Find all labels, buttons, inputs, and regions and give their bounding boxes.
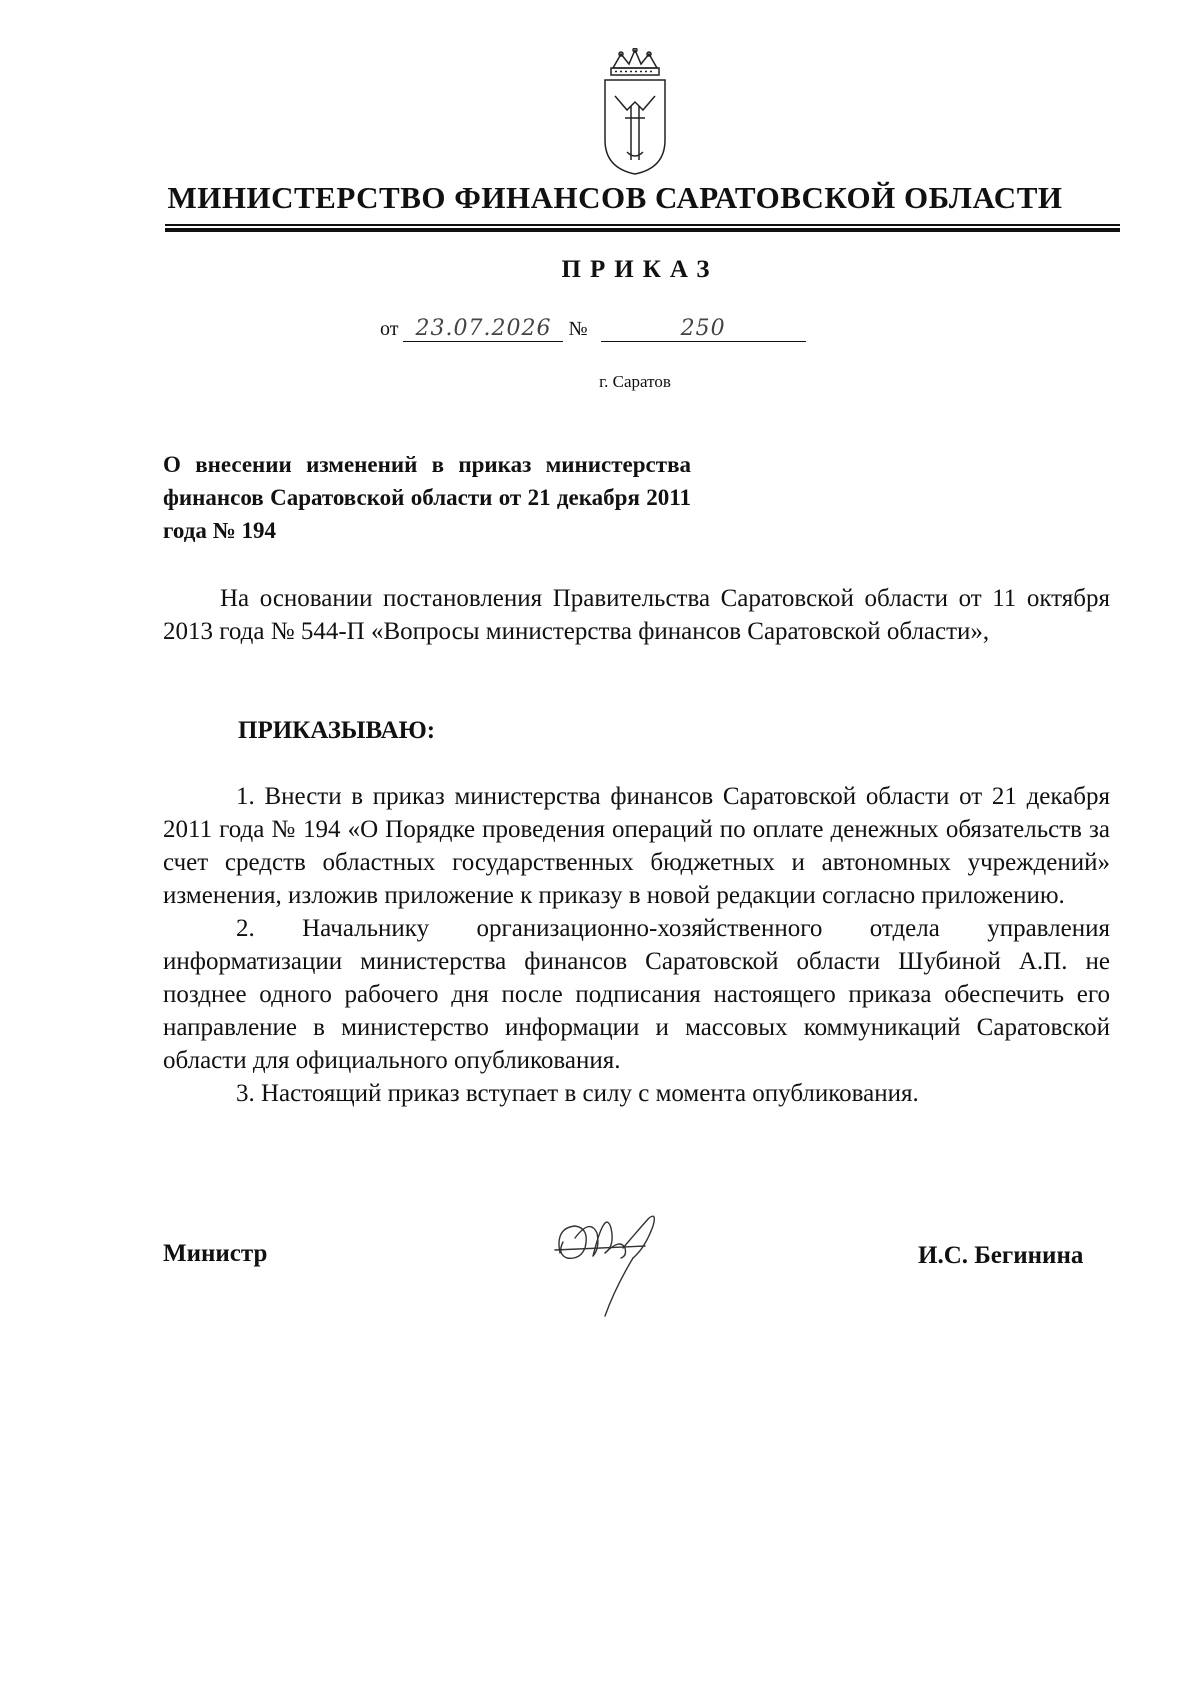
order-item-2: 2. Начальнику организационно-хозяйственного отдела управления информатизации министерства финансов Саратовской области Шубиной А.П. не позднее одного рабочего дня после подписания настоящего приказа обеспечить его направление в министерство информации и массовых коммуникаций Саратовской области для официального опубликования. [163, 915, 1110, 1074]
signatory-name: И.С. Бегинина [918, 1242, 1084, 1269]
order-date: 23.07.2026 [403, 316, 563, 342]
handwritten-signature [545, 1198, 685, 1328]
decree-heading: ПРИКАЗЫВАЮ: [238, 717, 436, 744]
date-prefix: от [380, 318, 399, 340]
order-date-number-row [380, 316, 806, 342]
document-type: ПРИКАЗ [561, 256, 719, 283]
header-divider-thin [165, 224, 1120, 226]
coat-of-arms-icon [595, 48, 675, 176]
order-subject: О внесении изменений в приказ министерства финансов Саратовской области от 21 декабря 2011 года № 194 [163, 452, 691, 543]
number-sign: № [568, 318, 588, 340]
basis-paragraph: На основании постановления Правительства Саратовской области от 11 октября 2013 года № 544-П «Вопросы министерства финансов Саратовской области», [163, 585, 1110, 645]
city-place: г. Саратов [599, 372, 671, 391]
ministry-name: МИНИСТЕРСТВО ФИНАНСОВ САРАТОВСКОЙ ОБЛАСТИ [167, 180, 1063, 215]
order-number: 250 [601, 316, 806, 342]
order-item-3: 3. Настоящий приказ вступает в силу с момента опубликования. [236, 1080, 919, 1107]
signatory-role: Министр [163, 1240, 268, 1267]
order-item-1: 1. Внести в приказ министерства финансов Саратовской области от 21 декабря 2011 года № 194 «О Порядке проведения операций по оплате денежных обязательств за счет средств областных государственных бюджетных и автономных учреждений» изменения, изложив приложение к приказу в новой редакции согласно приложению. [163, 783, 1110, 909]
order-items [163, 780, 1110, 1110]
header-divider-thick [165, 228, 1120, 232]
